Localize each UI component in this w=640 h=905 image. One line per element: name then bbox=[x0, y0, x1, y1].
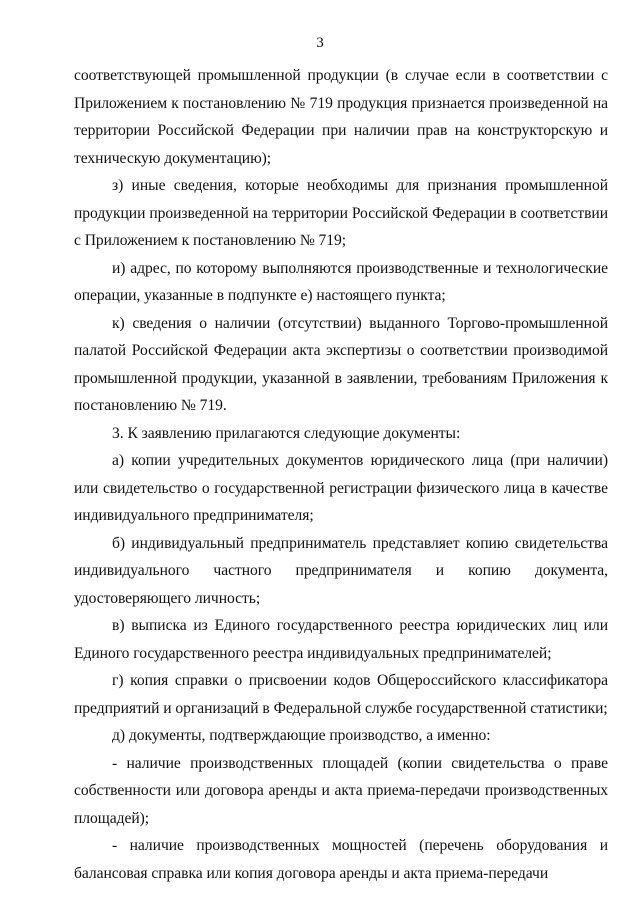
paragraph-item-a: а) копии учредительных документов юридического лица (при наличии) или свидетельство о государственной регистрации физического лица в качестве индивидуального предпринимателя; bbox=[74, 452, 608, 524]
paragraph-section-3: 3. К заявлению прилагаются следующие документы: bbox=[112, 424, 461, 442]
paragraph-item-i: и) адрес, по которому выполняются производственные и технологические операции, указанные в подпункте е) настоящего пункта; bbox=[74, 259, 608, 304]
paragraph-item-b: б) индивидуальный предприниматель представляет копию свидетельства индивидуального частного предпринимателя и копию документа, удостоверяющего личность; bbox=[74, 534, 608, 607]
paragraph-item-d: д) документы, подтверждающие производство, а именно: bbox=[112, 727, 491, 744]
paragraph-item-k: к) сведения о наличии (отсутствии) выданного Торгово-промышленной палатой Российской Федерации акта экспертизы о соответствии производимой промышленной продукции, указанной в заявлении, требованиям Приложения к постановлению № 719. bbox=[74, 314, 608, 414]
page-number: 3 bbox=[316, 35, 324, 51]
document-body bbox=[74, 62, 608, 887]
paragraph-item-z: з) иные сведения, которые необходимы для признания промышленной продукции произведенной на территории Российской Федерации в соответствии с Приложением к постановлению № 719; bbox=[74, 177, 608, 249]
paragraph-bullet-areas: - наличие производственных площадей (копии свидетельства о праве собственности или договора аренды и акта приема-передачи производственных площадей); bbox=[74, 754, 608, 827]
paragraph-bullet-capacities: - наличие производственных мощностей (перечень оборудования и балансовая справка или копия договора аренды и акта приема-передачи bbox=[74, 837, 608, 882]
paragraph-item-v: в) выписка из Единого государственного реестра юридических лиц или Единого государственного реестра индивидуальных предпринимателей; bbox=[74, 617, 608, 662]
paragraph-item-g: г) копия справки о присвоении кодов Общероссийского классификатора предприятий и организаций в Федеральной службе государственной статистики; bbox=[74, 672, 608, 717]
paragraph-continuation: соответствующей промышленной продукции (в случае если в соответствии с Приложением к постановлению № 719 продукция признается произведенной на территории Российской Федерации при наличии прав на конструкторскую и техническую документацию); bbox=[74, 67, 608, 167]
